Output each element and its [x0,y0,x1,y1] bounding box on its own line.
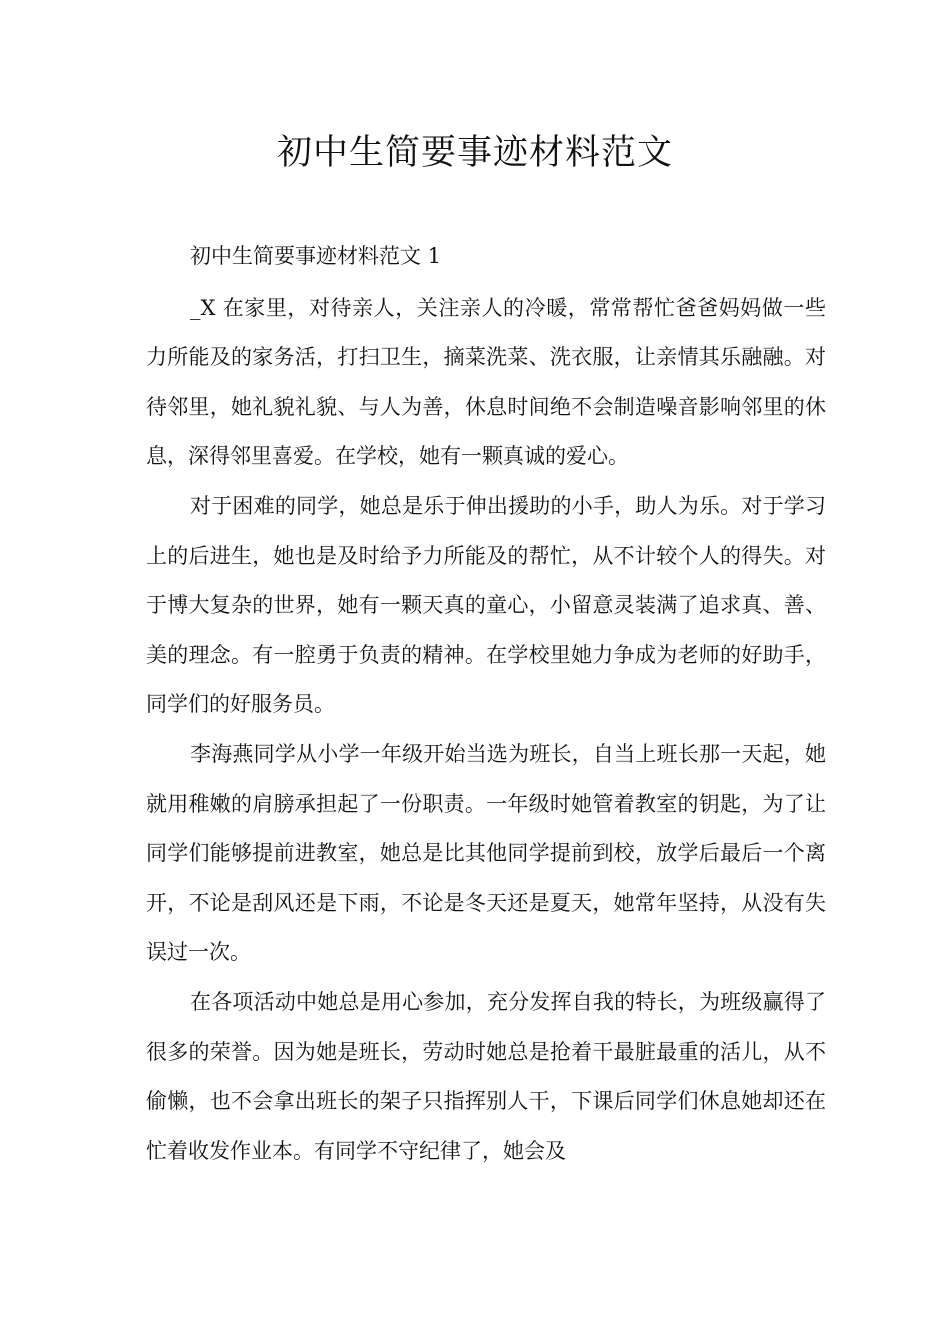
paragraph-3: 李海燕同学从小学一年级开始当选为班长，自当上班长那一天起，她就用稚嫩的肩膀承担起了一份职责。一年级时她管着教室的钥匙，为了让同学们能够提前进教室，她总是比其他同学提前到校，放学后最后一个离开，不论是刮风还是下雨，不论是冬天还是夏天，她常年坚持，从没有失误过一次。 [146,741,826,965]
document-body [146,232,826,1176]
section-heading: 初中生简要事迹材料范文 1 [190,244,442,268]
document-title: 初中生简要事迹材料范文 [276,133,673,173]
paragraph-2: 对于困难的同学，她总是乐于伸出援助的小手，助人为乐。对于学习上的后进生，她也是及时给予力所能及的帮忙，从不计较个人的得失。对于博大复杂的世界，她有一颗天真的童心，小留意灵装满了追求真、善、美的理念。有一腔勇于负责的精神。在学校里她力争成为老师的好助手，同学们的好服务员。 [146,493,826,717]
paragraph-1: _X 在家里，对待亲人，关注亲人的冷暖，常常帮忙爸爸妈妈做一些力所能及的家务活，打扫卫生，摘菜洗菜、洗衣服，让亲情其乐融融。对待邻里，她礼貌礼貌、与人为善，休息时间绝不会制造噪音影响邻里的休息，深得邻里喜爱。在学校，她有一颗真诚的爱心。 [146,295,826,469]
paragraph-4: 在各项活动中她总是用心参加，充分发挥自我的特长，为班级赢得了很多的荣誉。因为她是班长，劳动时她总是抢着干最脏最重的活儿，从不偷懒，也不会拿出班长的架子只指挥别人干，下课后同学们休息她却还在忙着收发作业本。有同学不守纪律了，她会及 [146,989,826,1163]
